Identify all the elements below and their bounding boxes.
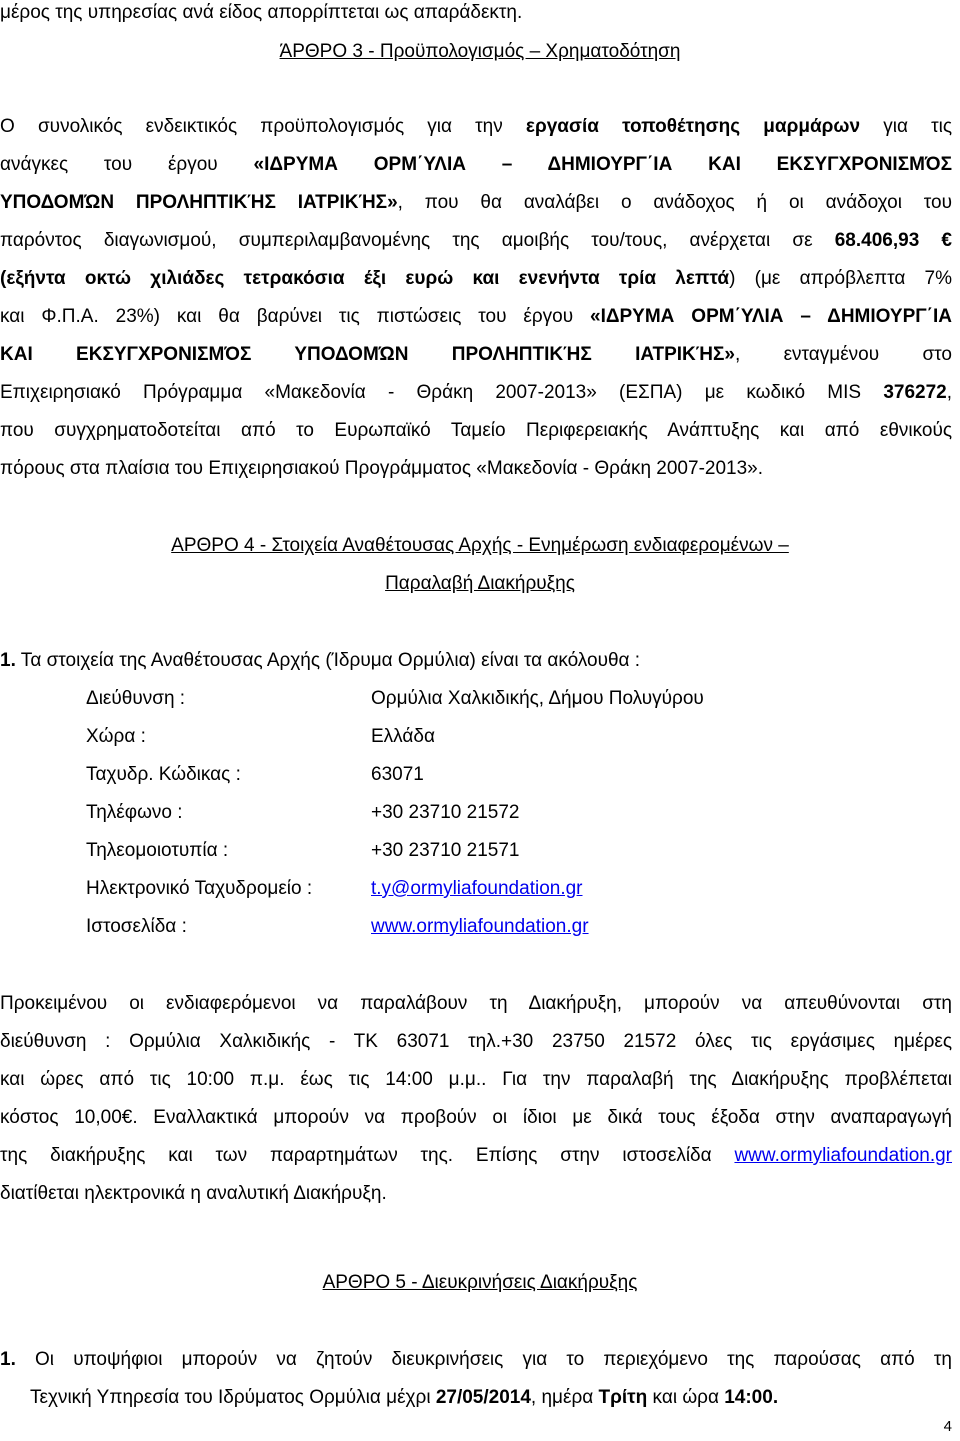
article-3-heading: ΆΡΘΡΟ 3 - Προϋπολογισμός – Χρηματοδότηση — [279, 41, 681, 62]
article-4-para-line-1: Προκειμένου οι ενδιαφερόμενοι να παραλάβουν τη Διακήρυξη, μπορούν να απευθύνονται στη — [0, 993, 952, 1014]
article-5-line-2: Τεχνική Υπηρεσία του Ιδρύματος Ορμύλια μέχρι 27/05/2014, ημέρα Τρίτη και ώρα 14:00. — [30, 1387, 779, 1408]
article-4-heading-line-2: Παραλαβή Διακήρυξης — [385, 573, 575, 594]
article-4-para-line-2: διεύθυνση : Ορμύλια Χαλκιδικής - ΤΚ 63071 τηλ.+30 23750 21572 όλες τις εργάσιμες ημέρες — [0, 1031, 952, 1052]
contact-value: 63071 — [371, 764, 424, 785]
article-3-line-5: (εξήντα οκτώ χιλιάδες τετρακόσια έξι ευρώ και ενενήντα τρία λεπτά) (με απρόβλεπτα 7% — [0, 268, 952, 289]
contact-label: Ηλεκτρονικό Ταχυδρομείο : — [86, 878, 313, 899]
email-link[interactable]: t.y@ormyliafoundation.gr — [371, 878, 583, 899]
article-3-line-9: που συγχρηματοδοτείται από το Ευρωπαϊκό Ταμείο Περιφερειακής Ανάπτυξης και από εθνικούς — [0, 420, 952, 441]
article-5-line-1: 1. Οι υποψήφιοι μπορούν να ζητούν διευκρινήσεις για το περιεχόμενο της παρούσας από τη — [0, 1349, 952, 1370]
article-4-para-line-5: της διακήρυξης και των παραρτημάτων της. Επίσης στην ιστοσελίδα www.ormyliafoundation.gr — [0, 1145, 952, 1166]
article-3-line-7: ΚΑΙ ΕΚΣΥΓΧΡΟΝΙΣΜΌΣ ΥΠΟΔΟΜΏΝ ΠΡΟΛΗΠΤΙΚΉΣ ΙΑΤΡΙΚΉΣ», ενταγμένου στο — [0, 344, 952, 365]
article-4-para-line-3: και ώρες από τις 10:00 π.μ. έως τις 14:00 μ.μ.. Για την παραλαβή της Διακήρυξης προβλέπεται — [0, 1069, 952, 1090]
contact-value: +30 23710 21572 — [371, 802, 520, 823]
article-3-line-2: ανάγκες του έργου «ΙΔΡΥΜΑ ΟΡΜ΄ΥΛΙΑ – ΔΗΜΙΟΥΡΓ΄ΙΑ ΚΑΙ ΕΚΣΥΓΧΡΟΝΙΣΜΌΣ — [0, 154, 952, 175]
article-4-para-line-4: κόστος 10,00€. Εναλλακτικά μπορούν να προβούν οι ίδιοι με δικά τους έξοδα στην αναπαραγωγή — [0, 1107, 952, 1128]
page-number: 4 — [943, 1418, 952, 1435]
contact-value: Ελλάδα — [371, 726, 435, 747]
article-3-line-6: και Φ.Π.Α. 23%) και θα βαρύνει τις πιστώσεις του έργου «ΙΔΡΥΜΑ ΟΡΜ΄ΥΛΙΑ – ΔΗΜΙΟΥΡΓ΄ΙΑ — [0, 306, 952, 327]
contact-label: Τηλεομοιοτυπία : — [86, 840, 229, 861]
top-line: μέρος της υπηρεσίας ανά είδος απορρίπτεται ως απαράδεκτη. — [0, 2, 523, 23]
contact-value: Ορμύλια Χαλκιδικής, Δήμου Πολυγύρου — [371, 688, 704, 709]
contact-label: Τηλέφωνο : — [86, 802, 183, 823]
website-link-inline[interactable]: www.ormyliafoundation.gr — [734, 1145, 952, 1166]
article-4-item-1: 1. Τα στοιχεία της Αναθέτουσας Αρχής (Ίδρυμα Ορμύλια) είναι τα ακόλουθα : — [0, 650, 641, 671]
article-3-line-1: Ο συνολικός ενδεικτικός προϋπολογισμός για την εργασία τοποθέτησης μαρμάρων για τις — [0, 116, 952, 137]
article-3-line-8: Επιχειρησιακό Πρόγραμμα «Μακεδονία - Θράκη 2007-2013» (ΕΣΠΑ) με κωδικό MIS 376272, — [0, 382, 952, 403]
article-4-heading-line-1: ΑΡΘΡΟ 4 - Στοιχεία Αναθέτουσας Αρχής - Ενημέρωση ενδιαφερομένων – — [171, 535, 789, 556]
article-3-line-10: πόρους στα πλαίσια του Επιχειρησιακού Προγράμματος «Μακεδονία - Θράκη 2007-2013». — [0, 458, 764, 479]
contact-label: Χώρα : — [86, 726, 146, 747]
article-5-heading: ΑΡΘΡΟ 5 - Διευκρινήσεις Διακήρυξης — [322, 1272, 638, 1293]
contact-value: +30 23710 21571 — [371, 840, 520, 861]
contact-label: Ιστοσελίδα : — [86, 916, 187, 937]
article-3-line-3: ΥΠΟΔΟΜΏΝ ΠΡΟΛΗΠΤΙΚΉΣ ΙΑΤΡΙΚΉΣ», που θα αναλάβει ο ανάδοχος ή οι ανάδοχοι του — [0, 192, 952, 213]
contact-label: Ταχυδρ. Κώδικας : — [86, 764, 241, 785]
article-3-line-4: παρόντος διαγωνισμού, συμπεριλαμβανομένης της αμοιβής του/τους, ανέρχεται σε 68.406,93 € — [0, 230, 952, 251]
contact-label: Διεύθυνση : — [86, 688, 186, 709]
article-4-para-line-6: διατίθεται ηλεκτρονικά η αναλυτική Διακήρυξη. — [0, 1183, 387, 1204]
website-link[interactable]: www.ormyliafoundation.gr — [371, 916, 589, 937]
